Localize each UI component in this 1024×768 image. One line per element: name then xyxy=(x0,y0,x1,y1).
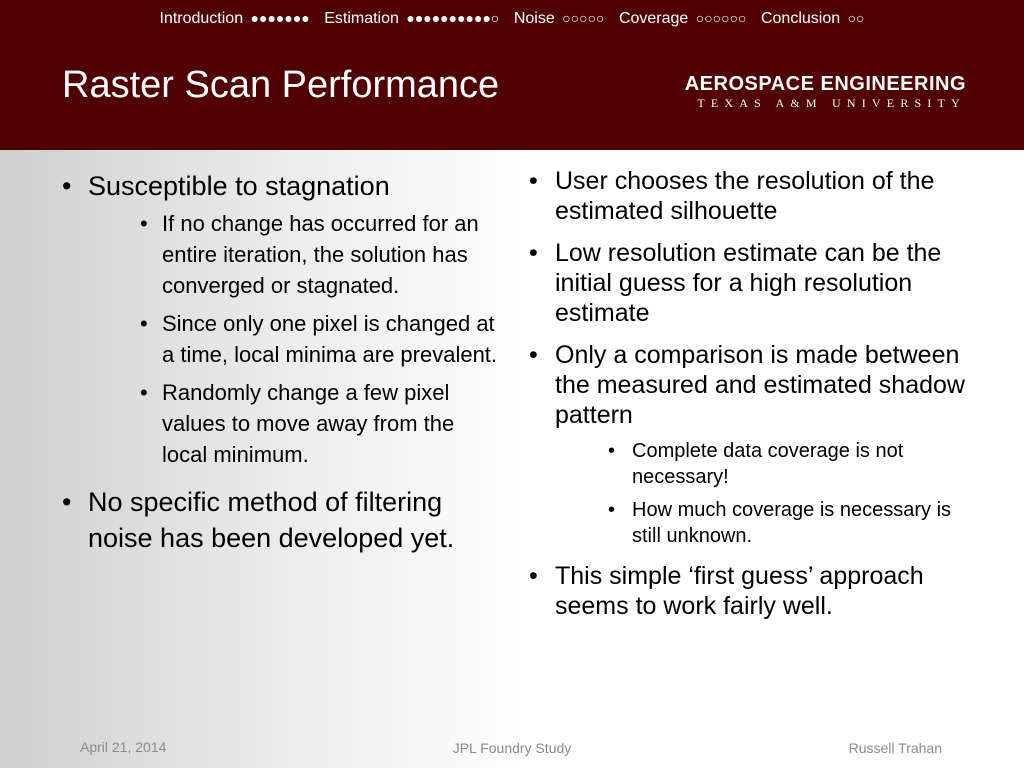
sub-bullet-list xyxy=(555,438,967,549)
sub-bullet-item: • If no change has occurred for an entire iteration, the solution has converged or stagnated. xyxy=(138,208,500,301)
bullet-item xyxy=(527,561,967,621)
university-logo xyxy=(685,72,966,110)
progress-dots: ●●●●●●● xyxy=(250,10,310,26)
nav-label: Noise xyxy=(513,10,555,27)
nav-item-estimation[interactable] xyxy=(324,10,499,28)
bullet-text: Only a comparison is made between the measured and estimated shadow pattern xyxy=(555,341,965,429)
nav-item-noise[interactable] xyxy=(514,10,605,28)
nav-label: Estimation xyxy=(324,10,399,27)
nav-item-conclusion[interactable] xyxy=(761,10,865,28)
bullet-text: User chooses the resolution of the estimated silhouette xyxy=(555,167,935,225)
nav-item-coverage[interactable] xyxy=(619,10,747,28)
nav-label: Coverage xyxy=(618,10,689,27)
sub-bullet-item: • Complete data coverage is not necessary! xyxy=(606,438,967,490)
progress-dots: ○○○○○○ xyxy=(695,10,747,26)
footer-date: April 21, 2014 xyxy=(80,739,167,755)
footer-title: JPL Foundry Study xyxy=(452,740,572,756)
sub-bullet-item: • Randomly change a few pixel values to move away from the local minimum. xyxy=(138,377,500,470)
nav-label: Introduction xyxy=(159,10,244,27)
brand-university: TEXAS A&M UNIVERSITY xyxy=(697,96,966,110)
bullet-text: Low resolution estimate can be the initial guess for a high resolution estimate xyxy=(555,239,942,327)
nav-item-introduction[interactable] xyxy=(159,10,309,28)
header-bar xyxy=(0,0,1024,150)
progress-dots: ○○○○○ xyxy=(562,10,605,26)
sub-bullet-item: • Since only one pixel is changed at a time, local minima are prevalent. xyxy=(138,308,500,370)
sub-bullet-item: • How much coverage is necessary is still unknown. xyxy=(606,497,967,549)
bullet-item xyxy=(527,166,967,226)
brand-department: AEROSPACE ENGINEERING xyxy=(684,73,966,95)
progress-dots: ○○ xyxy=(847,10,865,26)
bullet-item xyxy=(527,340,967,549)
bullet-text: No specific method of filtering noise has been developed yet. xyxy=(88,487,455,553)
sub-bullet-list xyxy=(88,208,500,470)
right-column xyxy=(527,166,967,621)
bullet-text: This simple ‘first guess’ approach seems to work fairly well. xyxy=(555,562,924,620)
footer-author: Russell Trahan xyxy=(848,740,942,756)
bullet-item xyxy=(527,238,967,328)
bullet-list xyxy=(60,168,500,556)
nav-label: Conclusion xyxy=(760,10,841,27)
bullet-list xyxy=(527,166,967,621)
section-navigation xyxy=(0,10,1024,28)
slide-title: Raster Scan Performance xyxy=(62,64,500,106)
bullet-text: Susceptible to stagnation xyxy=(88,171,390,201)
bullet-item xyxy=(60,168,500,470)
left-column xyxy=(60,168,500,556)
progress-dots: ●●●●●●●●●●○ xyxy=(406,10,500,26)
bullet-item xyxy=(60,484,500,556)
